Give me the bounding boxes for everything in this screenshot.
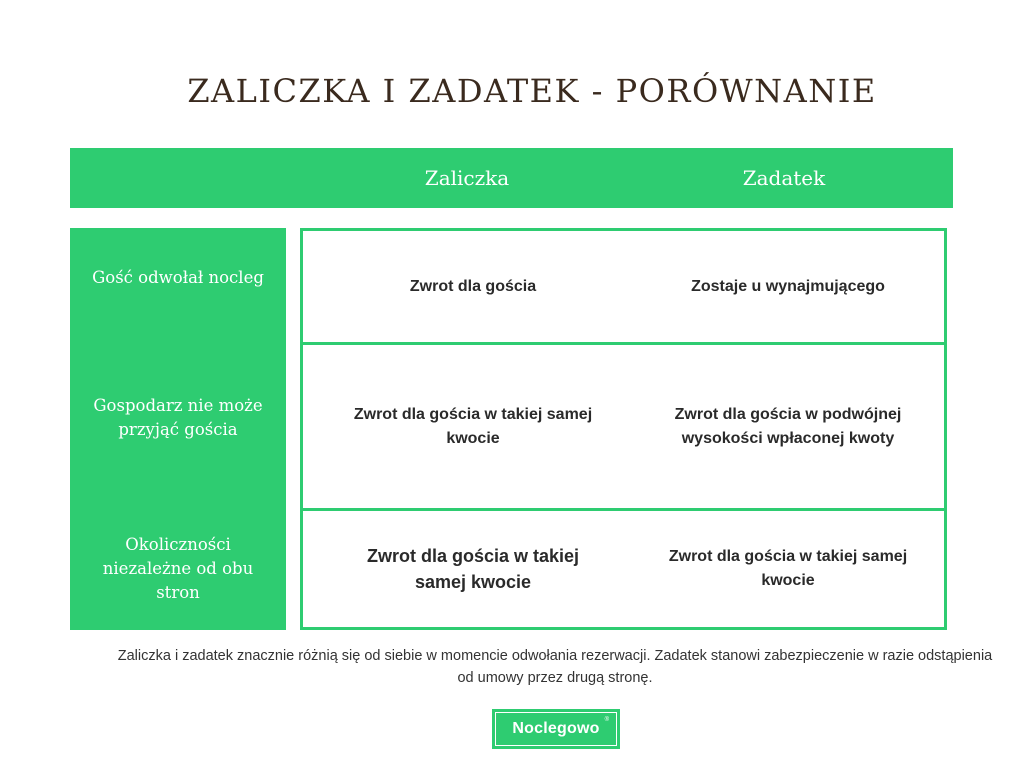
cell-row3-zaliczka: Zwrot dla gościa w takiej samej kwocie <box>366 546 580 592</box>
row-label-guest-cancelled: Gość odwołał nocleg <box>92 268 264 287</box>
logo-text: Noclegowo <box>512 720 600 737</box>
cell-row1-zadatek: Zostaje u wynajmującego <box>691 277 885 295</box>
page-title: ZALICZKA I ZADATEK - PORÓWNANIE <box>187 72 877 110</box>
comparison-grid <box>300 228 947 630</box>
registered-mark: ® <box>604 717 609 723</box>
noclegowo-logo[interactable] <box>492 709 620 749</box>
row-label-independent-circumstances: Okoliczności niezależne od obu stron <box>102 535 254 602</box>
cell-row2-zadatek: Zwrot dla gościa w podwójnej wysokości wpłaconej kwoty <box>674 405 902 447</box>
column-header-bar <box>70 148 953 208</box>
footnote-text: Zaliczka i zadatek znacznie różnią się od siebie w momencie odwołania rezerwacji. Zadatek stanowi zabezpieczenie w razie odstąpienia od umowy przez drugą stronę. <box>117 648 993 686</box>
cell-row3-zadatek: Zwrot dla gościa w takiej samej kwocie <box>668 548 908 589</box>
cell-row1-zaliczka: Zwrot dla gościa <box>409 277 537 295</box>
column-header-zaliczka: Zaliczka <box>424 166 510 190</box>
column-header-zadatek: Zadatek <box>742 166 826 190</box>
cell-row2-zaliczka: Zwrot dla gościa w takiej samej kwocie <box>353 405 593 447</box>
row-label-host-cannot-host: Gospodarz nie może przyjąć gościa <box>93 396 263 439</box>
row-labels-panel <box>70 228 286 630</box>
